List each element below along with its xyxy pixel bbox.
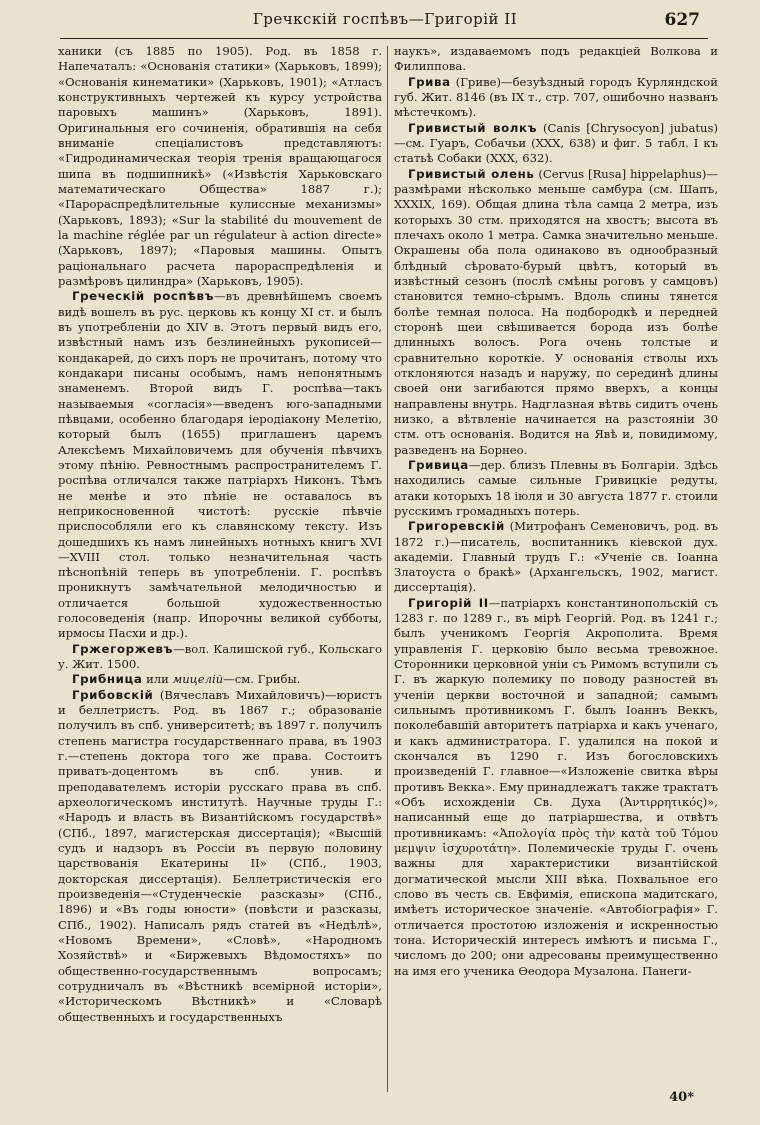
entry-grivistyy-olen xyxy=(394,167,718,458)
page-number: 627 xyxy=(664,10,700,30)
entry-text: (Вячеславъ Михайловичъ)—юристъ и беллетристъ. Род. въ 1867 г.; образованіе получилъ въ спб. университетѣ; въ 1897 г. получилъ степень магистра государственнаго права, въ 1903 г.—степень доктора того же права. Состоитъ приватъ-доцентомъ въ спб. унив. и преподавателемъ исторіи русскаго права въ спб. археологическомъ институтѣ. Научные труды Г.: «Народъ и власть въ Византійскомъ государствѣ» (СПб., 1897, магистерская диссертація); «Высшій судъ и надзоръ въ Россіи въ первую половину царствованія Екатерины II» (СПб., 1903, докторская диссертація). Беллетристическія его произведенія—«Студенческіе разсказы» (СПб., 1896) и «Въ годы юности» (повѣсти и разсказы, СПб., 1902). Написалъ рядъ статей въ «Недѣлѣ», «Новомъ Времени», «Словѣ», «Народномъ Хозяйствѣ» и «Биржевыхъ Вѣдомостяхъ» по общественно-государственнымъ вопросамъ; сотрудничалъ въ «Вѣстникѣ всемірной исторіи», «Историческомъ Вѣстникѣ» и «Словарѣ общественныхъ и государственныхъ xyxy=(58,687,382,1024)
entry-text: (Гриве)—безуѣздный городъ Курляндской губ. Жит. 8146 (въ IX т., стр. 707, ошибочно названъ мѣстечкомъ). xyxy=(394,74,718,120)
entry-headword: Григорій II xyxy=(408,595,489,610)
right-column xyxy=(394,44,718,979)
entry-text: (Митрофанъ Семеновичъ, род. въ 1872 г.)—писатель, воспитанникъ кіевской дух. академіи. Главный трудъ Г.: «Ученіе св. Іоанна Златоуста о бракѣ» (Архангельскъ, 1902, магист. диссертація). xyxy=(394,519,718,595)
entry-text: —въ древнѣйшемъ своемъ видѣ вошелъ въ рус. церковь къ концу XI ст. и былъ въ употребленіи до XIV в. Этотъ первый видъ его, извѣстный намъ изъ безлинейныхъ рукописей—кондакарей, до сихъ поръ не прочитанъ, потому что кондакари писаны особымъ, намъ непонятнымъ знаменемъ. Второй видъ Г. роспѣва—такъ называемыя «согласія»—введенъ юго-западными пѣвцами, особенно благодаря іеродіакону Мелетію, который былъ (1655) приглашенъ царемъ Алексѣемъ Михайловичемъ для обученія пѣвчихъ этому пѣнію. Ревностнымъ распространителемъ Г. роспѣва отличался также патріархъ Никонъ. Тѣмъ не менѣе и это пѣніе не оставалось въ неприкосновенной чистотѣ: русскіе пѣвчіе приспособляли его къ славянскому тексту. Изъ дошедшихъ къ намъ линейныхъ нотныхъ книгъ XVI—XVIII стол. только незначительная часть пѣснопѣній теперь въ употребленіи. Г. роспѣвъ проникнутъ замѣчательной мелодичностью и отличается большой художественностью голосоведенія (напр. Ипорочны великой субботы, ирмосы Пасхи и др.). xyxy=(58,289,382,641)
entry-headword: Гривистый олень xyxy=(408,166,535,181)
entry-text: —см. Грибы. xyxy=(223,672,301,687)
entry-gribnitsa xyxy=(58,672,382,687)
entry-headword: Гривистый волкъ xyxy=(408,120,538,135)
entry-text: —дер. близъ Плевны въ Болгаріи. Здѣсь находились самые сильные Гривицкіе редуты, атаки которыхъ 18 іюля и 30 августа 1877 г. стоили русскимъ громадныхъ потерь. xyxy=(394,457,718,518)
entry-text: (Canis [Chrysocyon] jubatus)—см. Гуаръ, Собачьи (XXX, 638) и фиг. 5 табл. I къ статьѣ Собаки (XXX, 632). xyxy=(394,120,718,166)
entry-headword: Грибница xyxy=(72,672,143,687)
entry-continuation xyxy=(394,44,718,75)
page-header xyxy=(70,10,700,36)
entry-italic-term: мицелій xyxy=(172,672,224,687)
entry-griva xyxy=(394,75,718,121)
signature-mark: 40* xyxy=(669,1090,694,1105)
entry-text: —вол. Калишской губ., Кольскаго у. Жит. 1500. xyxy=(58,641,382,672)
entry-grivitsa xyxy=(394,458,718,519)
entry-continuation xyxy=(58,44,382,289)
entry-headword: Грибовскій xyxy=(72,687,154,702)
entry-headword: Гржегоржевъ xyxy=(72,641,174,656)
entry-text: наукъ», издаваемомъ подъ редакціей Волкова и Филиппова. xyxy=(394,44,718,74)
entry-grivistyy-volk xyxy=(394,121,718,167)
entry-grigorevskiy xyxy=(394,519,718,596)
entry-grigoriy-ii xyxy=(394,596,718,979)
entry-text: —патріархъ константинопольскій съ 1283 г. по 1289 г., въ мірѣ Георгій. Род. въ 1241 г.; былъ ученикомъ Георгія Акрополита. Время управленія Г. церковію было весьма тревожное. Сторонники церковной уніи съ Римомъ вступили съ Г. въ жаркую полемику по поводу разностей въ ученіи церкви восточной и западной; самымъ сильнымъ противникомъ Г. былъ Іоаннъ Веккъ, поколебавшій авторитетъ патріарха и какъ ученаго, и какъ администратора. Г. удалился на покой и скончался въ 1290 г. Изъ богословскихъ произведеній Г. главное—«Изложеніе свитка вѣры противъ Векка». Ему принадлежатъ также трактатъ «Объ исхожденіи Св. Духа (Ἀντιρρητικός)», написанный еще до патріаршества, и отвѣтъ противникамъ: «Ἀπολογία πρὸς τὴν κατὰ τοῦ Τόμου μεμψιν ἰσχυροτάτη». Полемическіе труды Г. очень важны для характеристики византійской догматической мысли XIII вѣка. Похвальное его слово въ честь св. Евфимія, епископа мадитскаго, имѣетъ историческое значеніе. «Автобіографія» Г. отличается простотою изложенія и искренностью тона. Историческій интересъ имѣютъ и письма Г., числомъ до 200; они адресованы преимущественно на имя его ученика Ѳеодора Музалона. Панеги- xyxy=(394,595,718,978)
entry-headword: Гривица xyxy=(408,457,469,472)
column-divider xyxy=(387,46,388,1092)
entry-gribovskiy xyxy=(58,688,382,1025)
entry-headword: Грива xyxy=(408,74,451,89)
entry-headword: Григоревскій xyxy=(408,519,505,534)
entry-grzhegorzhev xyxy=(58,642,382,673)
entry-headword: Греческій роспѣвъ xyxy=(72,289,215,304)
left-column xyxy=(58,44,382,1025)
entry-text: (Cervus [Rusa] hippelaphus)—размѣрами нѣсколько меньше самбура (см. Шапъ, XXXIX, 169). Общая длина тѣла самца 2 метра, изъ которыхъ 30 стм. приходятся на хвостъ; высота въ плечахъ около 1 метра. Самка значительно меньше. Окрашены оба пола одинаково въ однообразный блѣдный сѣровато-бурый цвѣтъ, который въ извѣстный сезонъ (послѣ смѣны роговъ у самцовъ) становится темно-сѣрымъ. Вдоль спины тянется болѣе темная полоса. На подбородкѣ и передней сторонѣ шеи свѣшивается борода изъ болѣе длинныхъ волосъ. Рога очень толстые и сравнительно короткіе. У основанія стволы ихъ отклоняются назадъ и наружу, по серединѣ длины своей они загибаются прямо вверхъ, а концы направлены внутрь. Надглазная вѣтвь сидитъ очень низко, а вѣтвленіе начинается на разстояніи 30 стм. отъ основанія. Водится на Явѣ и, повидимому, разведенъ на Борнео. xyxy=(394,166,719,457)
entry-text: ханики (съ 1885 по 1905). Род. въ 1858 г. Напечаталъ: «Основанія статики» (Харьковъ, 1899); «Основанія кинематики» (Харьковъ, 1901); «Атласъ конструктивныхъ чертежей къ курсу устройства паровыхъ машинъ» (Харьковъ, 1891). Оригинальныя его сочиненія, обратившія на себя вниманіе спеціалистовъ представляютъ: «Гидродинамическая теорія тренія вращающагося шипа въ подшипникѣ» («Извѣстія Харьковскаго математическаго Общества» 1887 г.); «Парораспредѣлительные кулиссные механизмы» (Харьковъ, 1893); «Sur la stabilité du mouvement de la machine réglée par un régulateur à action directe» (Харьковъ, 1897); «Паровыя машины. Опытъ раціональнаго расчета парораспредѣленія и размѣровъ цилиндра» (Харьковъ, 1905). xyxy=(58,44,382,288)
running-head: Гречкскій госпѣвъ—Григорій II xyxy=(252,10,518,28)
entry-grecheskiy-rospev xyxy=(58,289,382,642)
header-rule xyxy=(60,38,708,39)
entry-text: или xyxy=(142,672,173,687)
